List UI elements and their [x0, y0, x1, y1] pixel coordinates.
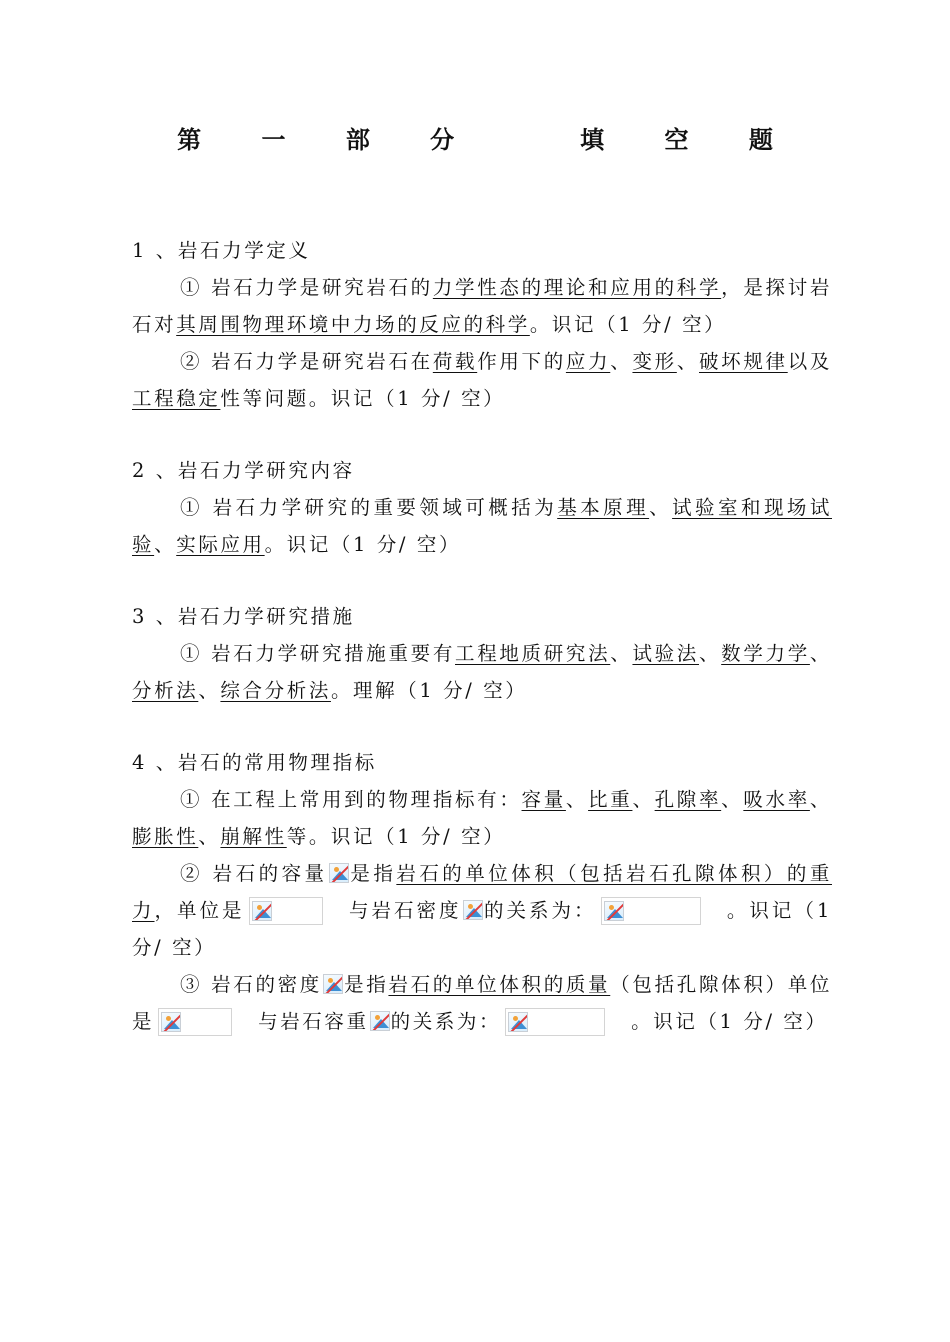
text: 、: [649, 496, 673, 519]
text: 、: [698, 642, 722, 665]
text: 、: [721, 788, 744, 811]
answer-blank: 试验法: [632, 642, 699, 665]
broken-image-icon: [604, 901, 624, 921]
section-3: [132, 598, 832, 709]
formula-image-frame: [249, 897, 323, 925]
item-number: ①: [180, 642, 203, 665]
text: 、: [632, 788, 655, 811]
answer-blank: 变形: [632, 350, 677, 373]
text: 、: [198, 825, 221, 848]
document-body: [132, 232, 832, 1075]
text: 、: [154, 533, 177, 556]
answer-blank: 荷载: [432, 350, 478, 373]
section-heading: 3 、岩石力学研究措施: [132, 605, 355, 628]
text: 。识记（1 分/ 空）: [529, 313, 727, 336]
text: 。识记（1 分/ 空）: [631, 1010, 828, 1033]
text: 在工程上常用到的物理指标有：: [211, 788, 522, 811]
text: 、: [676, 350, 699, 373]
item-number: ①: [180, 788, 203, 811]
text: ，单位是: [154, 899, 245, 922]
page-title: 第 一 部 分 填 空 题: [177, 126, 799, 154]
section-2: [132, 452, 832, 563]
formula-image-frame: [158, 1008, 232, 1036]
text: 。识记（1 分/ 空）: [132, 899, 832, 959]
text: 岩石力学是研究岩石的: [211, 276, 433, 299]
text: ，是探讨岩石对: [132, 276, 832, 336]
answer-blank: 分析法: [132, 679, 199, 702]
answer-blank: 工程稳定: [132, 387, 221, 410]
text: 岩石的容量: [212, 862, 328, 885]
answer-blank: 综合分析法: [220, 679, 331, 702]
text: 岩石力学研究的重要领域可概括为: [212, 496, 558, 519]
answer-blank: 孔隙率: [654, 788, 722, 811]
formula-image-frame: [505, 1008, 605, 1036]
text: 是指: [349, 862, 397, 885]
answer-blank: 膨胀性: [132, 825, 199, 848]
broken-image-icon: [370, 1011, 390, 1031]
list-item: [132, 269, 832, 343]
answer-blank: 工程地质研究法: [455, 642, 611, 665]
text: 与岩石密度: [348, 899, 462, 922]
answer-blank: 试验室和现场试验: [132, 496, 832, 556]
text: 。理解（1 分/ 空）: [330, 679, 528, 702]
broken-image-icon: [508, 1012, 528, 1032]
text: 、: [610, 642, 633, 665]
list-item: [132, 343, 832, 417]
answer-blank: 数学力学: [721, 642, 810, 665]
answer-blank: 岩石的单位体积的质量: [388, 973, 611, 996]
answer-blank: 基本原理: [557, 496, 650, 519]
item-number: ②: [180, 350, 203, 373]
text: 以及: [787, 350, 832, 373]
text: 、: [610, 350, 633, 373]
text: 、: [809, 788, 832, 811]
text: 岩石力学是研究岩石在: [211, 350, 433, 373]
answer-blank: 应力: [565, 350, 611, 373]
list-item: [132, 489, 832, 563]
broken-image-icon: [323, 974, 343, 994]
text: 是指: [343, 973, 389, 996]
broken-image-icon: [329, 863, 349, 883]
text: 等。识记（1 分/ 空）: [286, 825, 506, 848]
text: 性等问题。识记（1 分/ 空）: [220, 387, 506, 410]
text: 的关系为：: [390, 1010, 502, 1033]
broken-image-icon: [252, 901, 272, 921]
list-item: [132, 966, 832, 1040]
answer-blank: 比重: [588, 788, 633, 811]
list-item: [132, 635, 832, 709]
answer-blank: 崩解性: [220, 825, 287, 848]
text: 的关系为：: [483, 899, 597, 922]
broken-image-icon: [161, 1012, 181, 1032]
item-number: ③: [180, 973, 203, 996]
section-heading: 4 、岩石的常用物理指标: [132, 751, 377, 774]
answer-blank: 力学性态的理论和应用的科学: [432, 276, 722, 299]
text: 、: [809, 642, 832, 665]
answer-blank: 破坏规律: [699, 350, 788, 373]
list-item: [132, 781, 832, 855]
item-number: ①: [180, 276, 203, 299]
answer-blank: 其周围物理环境中力场的反应的科学: [176, 313, 530, 336]
text: 岩石的密度: [211, 973, 322, 996]
answer-blank: 容量: [521, 788, 566, 811]
answer-blank: 岩石的单位体积（包括岩石孔隙体积）的重力: [132, 862, 832, 922]
section-heading: 1 、岩石力学定义: [132, 239, 311, 262]
formula-image-frame: [601, 897, 701, 925]
text: 。识记（1 分/ 空）: [264, 533, 462, 556]
text: 作用下的: [477, 350, 566, 373]
text: 、: [565, 788, 589, 811]
answer-blank: 吸水率: [743, 788, 810, 811]
list-item: [132, 855, 832, 966]
section-4: [132, 744, 832, 1040]
section-1: [132, 232, 832, 417]
section-heading: 2 、岩石力学研究内容: [132, 459, 355, 482]
answer-blank: 实际应用: [176, 533, 265, 556]
text: 、: [198, 679, 221, 702]
item-number: ①: [180, 496, 203, 519]
text: 与岩石容重: [258, 1010, 369, 1033]
broken-image-icon: [463, 900, 483, 920]
item-number: ②: [180, 862, 203, 885]
text: 岩石力学研究措施重要有: [211, 642, 456, 665]
text: （包括孔隙体积）单位是: [132, 973, 832, 1033]
